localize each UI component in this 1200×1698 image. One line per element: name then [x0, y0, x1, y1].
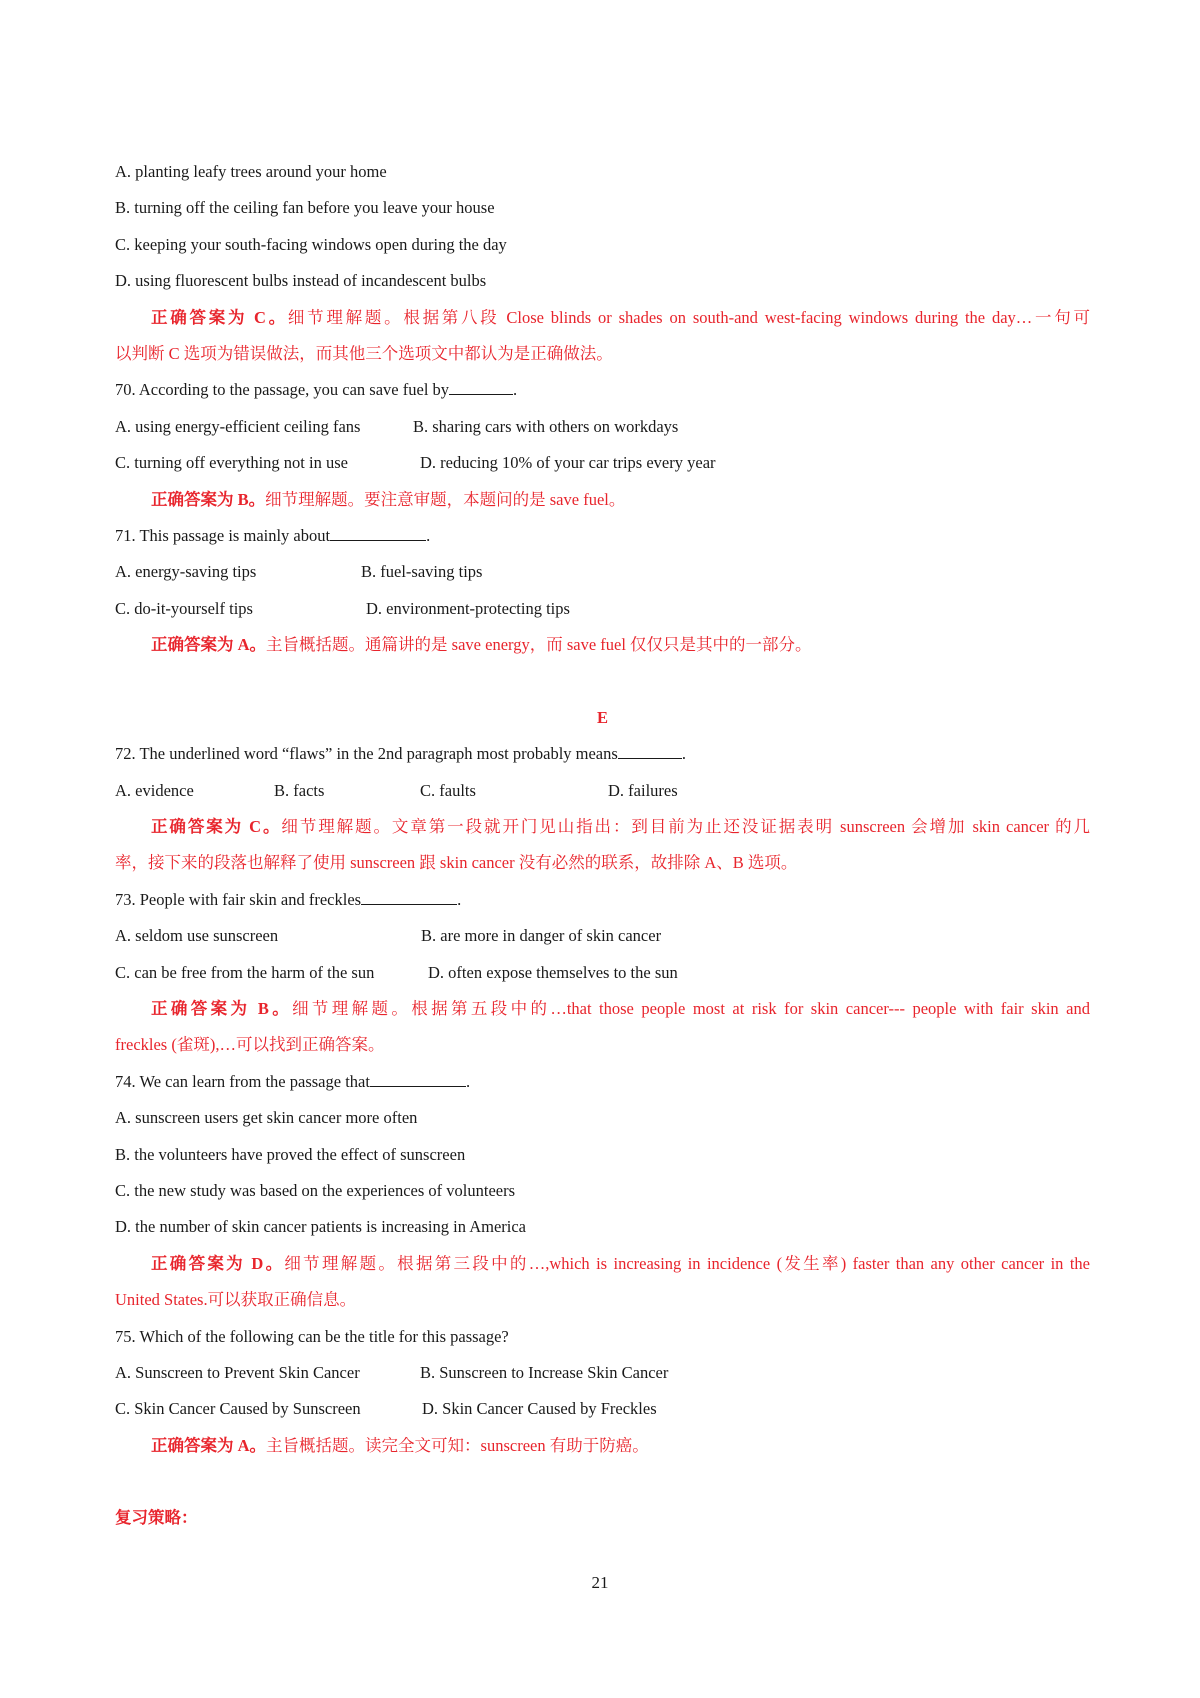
q71-options-row-1: [115, 554, 1090, 590]
q69-option-c: C. keeping your south-facing windows open during the day: [115, 234, 507, 254]
q73-stem-line: [115, 882, 1090, 918]
q72-option-b: B. facts: [274, 780, 325, 800]
q72-options-row: [115, 773, 1090, 809]
q69-answer-line-2: 以判断 C 选项为错误做法，而其他三个选项文中都认为是正确做法。: [115, 343, 613, 363]
q73-option-c: C. can be free from the harm of the sun: [115, 962, 375, 982]
q69-answer-label: 正确答案为 C。: [151, 307, 288, 327]
q70-stem-line: [115, 372, 1090, 408]
q69-answer-line-1: [115, 300, 1090, 336]
q75-answer-label: 正确答案为 A。: [151, 1435, 267, 1455]
q69-option-a: A. planting leafy trees around your home: [115, 162, 387, 181]
q70-answer-text: 细节理解题。要注意审题，本题问的是 save fuel。: [265, 489, 626, 509]
q72-stem: 72. The underlined word “flaws” in the 2nd paragraph most probably means: [115, 744, 618, 764]
q75-option-c: C. Skin Cancer Caused by Sunscreen: [115, 1399, 361, 1419]
q73-stem: 73. People with fair skin and freckles: [115, 889, 362, 909]
q75-stem: 75. Which of the following can be the title for this passage?: [115, 1326, 509, 1346]
q75-answer-text: 主旨概括题。读完全文可知：sunscreen 有助于防癌。: [266, 1435, 649, 1455]
q70-options-row-2: [115, 445, 1090, 481]
q75-options-row-1: [115, 1355, 1090, 1391]
q75-option-a: A. Sunscreen to Prevent Skin Cancer: [115, 1362, 360, 1382]
q71-answer: [115, 627, 1090, 663]
q73-blank: [361, 884, 457, 905]
q72-answer-text-1: 细节理解题。文章第一段就开门见山指出：到目前为止还没证据表明 sunscreen 会增加 skin cancer 的几: [281, 817, 1090, 837]
q71-answer-text: 主旨概括题。通篇讲的是 save energy，而 save fuel 仅仅只是其中的一部分。: [266, 635, 812, 655]
q74-option-a: A. sunscreen users get skin cancer more often: [115, 1108, 418, 1128]
q72-stem-end: .: [681, 744, 686, 764]
q73-option-d: D. often expose themselves to the sun: [428, 962, 678, 982]
q71-options-row-2: [115, 591, 1090, 627]
q71-option-d: D. environment-protecting tips: [366, 598, 570, 618]
q72-answer-line-2: 率，接下来的段落也解释了使用 sunscreen 跟 skin cancer 没有必然的联系，故排除 A、B 选项。: [115, 853, 798, 873]
q75-answer: [115, 1428, 1090, 1464]
document-body: [115, 154, 1090, 1537]
q70-option-c: C. turning off everything not in use: [115, 453, 348, 473]
q69-option-d: D. using fluorescent bulbs instead of incandescent bulbs: [115, 271, 487, 291]
q69-answer-text-1: 细节理解题。根据第八段 Close blinds or shades on south-and west-facing windows during the day…一句可: [287, 307, 1090, 327]
q70-blank: [449, 374, 513, 395]
q70-options-row-1: [115, 409, 1090, 445]
q70-option-b: B. sharing cars with others on workdays: [413, 416, 679, 436]
q70-stem-end: .: [513, 380, 518, 400]
strategy-heading: 复习策略：: [115, 1508, 198, 1528]
q72-stem-line: [115, 736, 1090, 772]
q73-answer-line-2: freckles (雀斑),…可以找到正确答案。: [115, 1035, 385, 1055]
q74-option-c: C. the new study was based on the experiences of volunteers: [115, 1180, 516, 1200]
q73-answer-text-1: 细节理解题。根据第五段中的…that those people most at risk for skin cancer--- people with fair skin and: [292, 998, 1090, 1018]
q75-options-row-2: [115, 1391, 1090, 1427]
page-number: 21: [591, 1573, 609, 1592]
q71-answer-label: 正确答案为 A。: [151, 635, 267, 655]
q74-answer-line-1: [115, 1246, 1090, 1282]
q74-answer-label: 正确答案为 D。: [151, 1253, 285, 1273]
q71-stem-end: .: [426, 525, 431, 545]
q70-answer: [115, 482, 1090, 518]
q74-answer-line-2: United States.可以获取正确信息。: [115, 1290, 357, 1310]
q73-option-a: A. seldom use sunscreen: [115, 926, 279, 946]
q73-option-b: B. are more in danger of skin cancer: [421, 926, 662, 946]
q75-option-b: B. Sunscreen to Increase Skin Cancer: [420, 1362, 669, 1382]
q71-option-a: A. energy-saving tips: [115, 562, 257, 582]
q71-option-c: C. do-it-yourself tips: [115, 598, 253, 618]
q69-option-b: B. turning off the ceiling fan before you leave your house: [115, 198, 495, 218]
q71-option-b: B. fuel-saving tips: [361, 562, 483, 582]
q74-option-b: B. the volunteers have proved the effect of sunscreen: [115, 1144, 466, 1164]
q70-option-d: D. reducing 10% of your car trips every year: [420, 453, 716, 473]
q72-blank: [618, 738, 682, 759]
q74-stem: 74. We can learn from the passage that: [115, 1071, 370, 1091]
q72-option-d: D. failures: [608, 780, 678, 800]
q73-options-row-1: [115, 918, 1090, 954]
q74-answer-text-1: 细节理解题。根据第三段中的…,which is increasing in incidence (发生率) faster than any other cancer in the: [284, 1253, 1090, 1273]
q72-answer-label: 正确答案为 C。: [151, 817, 282, 837]
q74-blank: [370, 1066, 466, 1087]
section-heading-e: E: [596, 707, 608, 727]
spacer: [115, 663, 1090, 699]
q73-answer-label: 正确答案为 B。: [151, 998, 293, 1018]
q71-blank: [330, 520, 426, 541]
q74-option-d: D. the number of skin cancer patients is increasing in America: [115, 1217, 526, 1237]
q75-option-d: D. Skin Cancer Caused by Freckles: [422, 1399, 657, 1419]
q72-option-c: C. faults: [420, 780, 476, 800]
q73-options-row-2: [115, 955, 1090, 991]
q71-stem-line: [115, 518, 1090, 554]
q72-answer-line-1: [115, 809, 1090, 845]
q71-stem: 71. This passage is mainly about: [115, 525, 331, 545]
q74-stem-end: .: [465, 1071, 471, 1091]
q70-answer-label: 正确答案为 B。: [151, 489, 266, 509]
q74-stem-line: [115, 1064, 1090, 1100]
spacer: [115, 1464, 1090, 1500]
q70-option-a: A. using energy-efficient ceiling fans: [115, 416, 361, 436]
q72-option-a: A. evidence: [115, 780, 194, 800]
q73-answer-line-1: [115, 991, 1090, 1027]
q73-stem-end: .: [457, 889, 462, 909]
q70-stem: 70. According to the passage, you can save fuel by: [115, 380, 450, 400]
